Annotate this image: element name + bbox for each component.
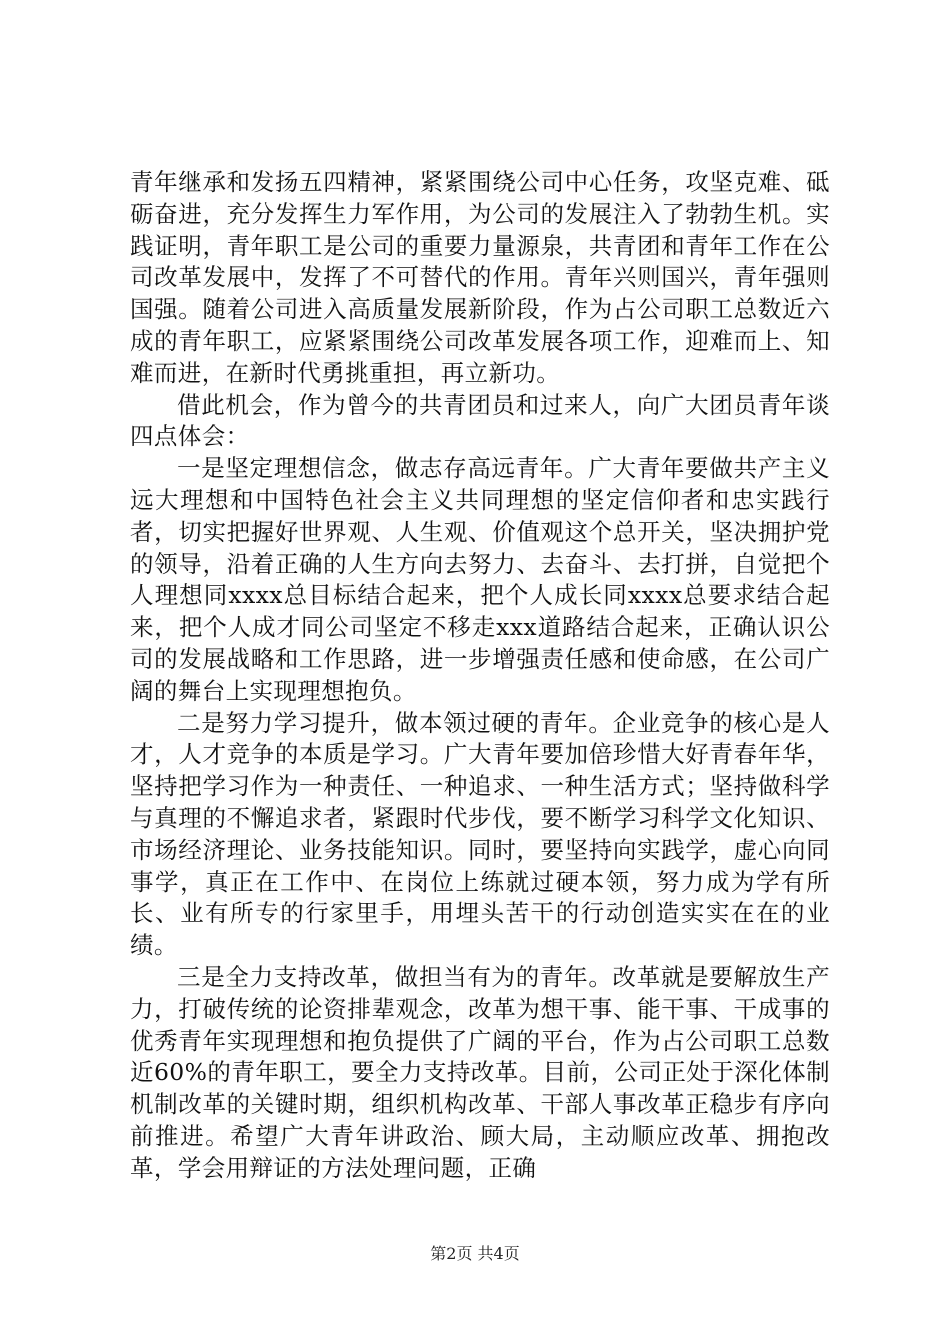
- document-body: [130, 167, 830, 1185]
- paragraph-4: 二是努力学习提升，做本领过硬的青年。企业竞争的核心是人才，人才竞争的本质是学习。广大青年要加倍珍惜大好青春年华，坚持把学习作为一种责任、一种追求、一种生活方式；坚持做科学与真理的不懈追求者，紧跟时代步伐，要不断学习科学文化知识、市场经济理论、业务技能知识。同时，要坚持向实践学，虚心向同事学，真正在工作中、在岗位上练就过硬本领，努力成为学有所长、业有所专的行家里手，用埋头苦干的行动创造实实在在的业绩。: [130, 708, 830, 960]
- paragraph-2: 借此机会，作为曾今的共青团员和过来人，向广大团员青年谈四点体会：: [130, 390, 830, 451]
- paragraph-1: 青年继承和发扬五四精神，紧紧围绕公司中心任务，攻坚克难、砥砺奋进，充分发挥生力军作用，为公司的发展注入了勃勃生机。实践证明，青年职工是公司的重要力量源泉，共青团和青年工作在公司改革发展中，发挥了不可替代的作用。青年兴则国兴，青年强则国强。随着公司进入高质量发展新阶段，作为占公司职工总数近六成的青年职工，应紧紧围绕公司改革发展各项工作，迎难而上、知难而进，在新时代勇挑重担，再立新功。: [130, 168, 830, 387]
- page-footer: 第2页 共4页: [430, 1244, 520, 1263]
- paragraph-5: 三是全力支持改革，做担当有为的青年。改革就是要解放生产力，打破传统的论资排辈观念，改革为想干事、能干事、干成事的优秀青年实现理想和抱负提供了广阔的平台，作为占公司职工总数近60%的青年职工，要全力支持改革。目前，公司正处于深化体制机制改革的关键时期，组织机构改革、干部人事改革正稳步有序向前推进。希望广大青年讲政治、顾大局，主动顺应改革、拥抱改革，学会用辩证的方法处理问题，正确: [130, 962, 830, 1182]
- paragraph-3: 一是坚定理想信念，做志存高远青年。广大青年要做共产主义远大理想和中国特色社会主义共同理想的坚定信仰者和忠实践行者，切实把握好世界观、人生观、价值观这个总开关，坚决拥护党的领导，沿着正确的人生方向去努力、去奋斗、去打拼，自觉把个人理想同xxxx总目标结合起来，把个人成长同xxxx总要求结合起来，把个人成才同公司坚定不移走xxx道路结合起来，正确认识公司的发展战略和工作思路，进一步增强责任感和使命感，在公司广阔的舞台上实现理想抱负。: [130, 454, 830, 705]
